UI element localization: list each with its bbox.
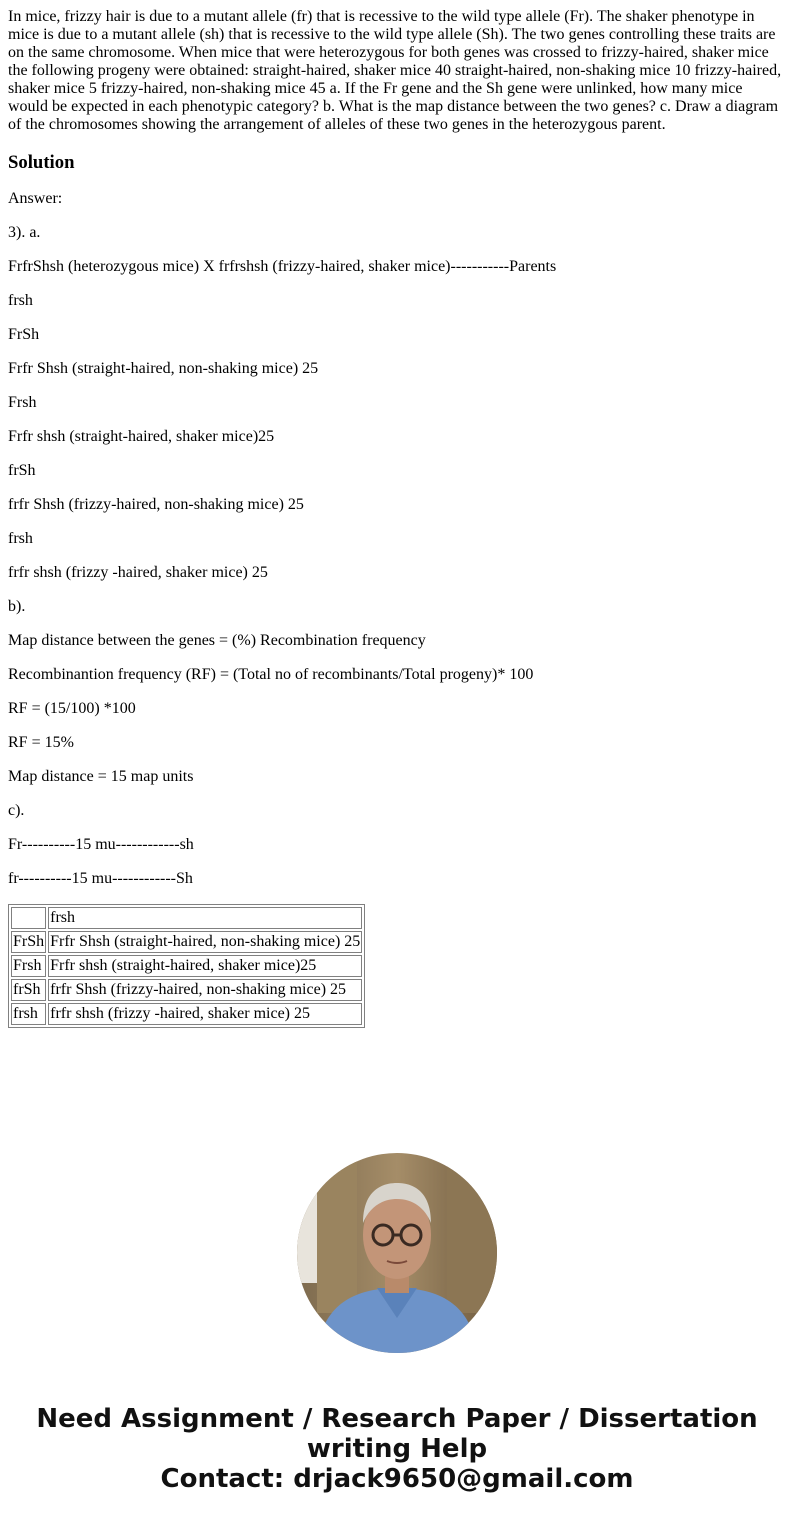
- part-a-label: 3). a.: [8, 224, 41, 241]
- answer-label: Answer:: [8, 190, 63, 207]
- gamete-line: FrSh: [8, 326, 40, 343]
- promo-line: Need Assignment / Research Paper / Dissertation: [36, 1404, 758, 1434]
- document-body: [8, 8, 786, 1028]
- gamete-line: Frsh: [8, 394, 37, 411]
- progeny-line: Frfr shsh (straight-haired, shaker mice)25: [8, 428, 275, 445]
- chromosome-diagram-line: fr----------15 mu------------Sh: [8, 870, 193, 887]
- table-cell: Frsh: [11, 955, 46, 977]
- table-cell: frSh: [11, 979, 46, 1001]
- table-cell: frsh: [48, 907, 362, 929]
- chromosome-diagram-line: Fr----------15 mu------------sh: [8, 836, 194, 853]
- table-row: [11, 955, 362, 977]
- table-cell: frfr shsh (frizzy -haired, shaker mice) 25: [48, 1003, 362, 1025]
- gamete-line: frSh: [8, 462, 36, 479]
- punnett-table: [8, 904, 365, 1028]
- rf-result: RF = 15%: [8, 734, 74, 751]
- table-cell: Frfr Shsh (straight-haired, non-shaking mice) 25: [48, 931, 362, 953]
- promo-banner: [0, 1404, 794, 1494]
- map-distance-result: Map distance = 15 map units: [8, 768, 194, 785]
- table-row: [11, 907, 362, 929]
- parents-cross-line: FrfrShsh (heterozygous mice) X frfrshsh (frizzy-haired, shaker mice)-----------Parents: [8, 258, 557, 275]
- map-distance-definition: Map distance between the genes = (%) Recombination frequency: [8, 632, 426, 649]
- table-cell: [11, 907, 46, 929]
- table-cell: Frfr shsh (straight-haired, shaker mice)25: [48, 955, 362, 977]
- part-c-label: c).: [8, 802, 25, 819]
- table-cell: FrSh: [11, 931, 46, 953]
- question-text: In mice, frizzy hair is due to a mutant allele (fr) that is recessive to the wild type allele (Fr). The shaker phenotype in mice is due to a mutant allele (sh) that is recessive to the wild type allele (Sh). The two genes controlling these traits are on the same chromosome. When mice that were heterozygous for both genes was crossed to frizzy-haired, shaker mice the following progeny were obtained: straight-haired, shaker mice 40 straight-haired, non-shaking mice 10 frizzy-haired, shaker mice 5 frizzy-haired, non-shaking mice 45 a. If the Fr gene and the Sh gene were unlinked, how many mice would be expected in each phenotypic category? b. What is the map distance between the two genes? c. Draw a diagram of the chromosomes showing the arrangement of alleles of these two genes in the heterozygous parent.: [8, 8, 782, 133]
- avatar-portrait-image: [297, 1153, 497, 1353]
- table-cell: frsh: [11, 1003, 46, 1025]
- promo-line: writing Help: [306, 1434, 488, 1464]
- part-b-label: b).: [8, 598, 26, 615]
- progeny-line: Frfr Shsh (straight-haired, non-shaking mice) 25: [8, 360, 319, 377]
- avatar: [297, 1153, 497, 1353]
- progeny-line: frfr Shsh (frizzy-haired, non-shaking mice) 25: [8, 496, 304, 513]
- table-row: [11, 1003, 362, 1025]
- rf-calculation: RF = (15/100) *100: [8, 700, 136, 717]
- promo-contact-line: Contact: drjack9650@gmail.com: [160, 1464, 634, 1494]
- table-row: [11, 931, 362, 953]
- solution-heading: Solution: [8, 152, 75, 173]
- table-row: [11, 979, 362, 1001]
- gamete-line: frsh: [8, 292, 33, 309]
- table-cell: frfr Shsh (frizzy-haired, non-shaking mice) 25: [48, 979, 362, 1001]
- rf-formula: Recombinantion frequency (RF) = (Total no of recombinants/Total progeny)* 100: [8, 666, 534, 683]
- progeny-line: frfr shsh (frizzy -haired, shaker mice) 25: [8, 564, 268, 581]
- gamete-line: frsh: [8, 530, 33, 547]
